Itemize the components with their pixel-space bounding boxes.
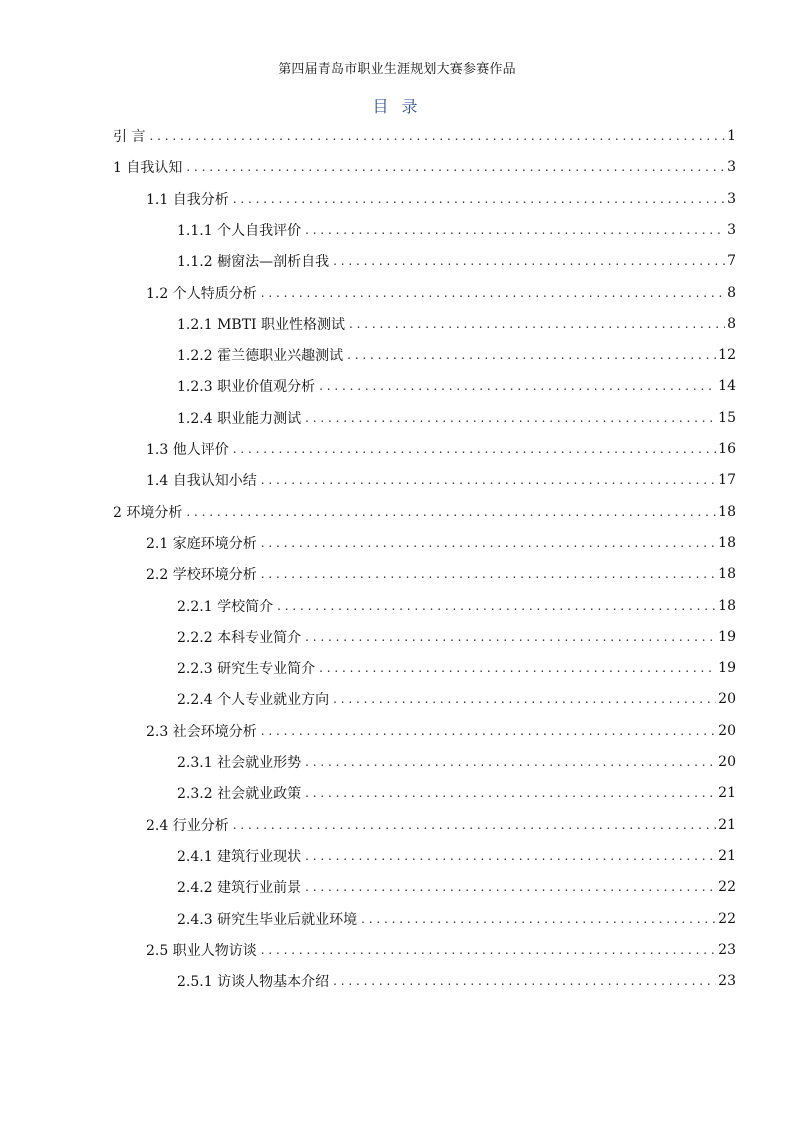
toc-entry-label: 2.2 学校环境分析 [146, 567, 257, 584]
toc-entry-page-number: 21 [718, 847, 736, 864]
page-header: 第四届青岛市职业生涯规划大赛参赛作品 [278, 62, 516, 77]
toc-entry[interactable] [146, 813, 736, 837]
toc-entry-label: 1.2 个人特质分析 [146, 285, 257, 302]
toc-entry-page-number: 3 [727, 190, 736, 207]
toc-entry[interactable] [177, 907, 736, 931]
toc-entry-page-number: 14 [718, 378, 736, 395]
toc-dot-leader [305, 781, 716, 805]
toc-dot-leader [305, 875, 716, 899]
toc-dot-leader [261, 719, 716, 743]
toc-title: 目 录 [372, 97, 422, 116]
toc-dot-leader [349, 312, 725, 336]
toc-entry[interactable] [177, 625, 736, 649]
toc-entry-label: 2.4.2 建筑行业前景 [177, 880, 302, 897]
toc-entry[interactable] [177, 343, 736, 367]
toc-entry-page-number: 21 [718, 785, 736, 802]
toc-dot-leader [261, 468, 716, 492]
toc-entry[interactable] [146, 468, 736, 492]
toc-dot-leader [305, 406, 716, 430]
toc-entry-page-number: 18 [718, 566, 736, 583]
toc-entry-page-number: 21 [718, 816, 736, 833]
toc-entry-page-number: 3 [727, 159, 736, 176]
toc-entry-label: 1.2.2 霍兰德职业兴趣测试 [177, 348, 344, 365]
toc-entry[interactable] [177, 750, 736, 774]
toc-entry[interactable] [177, 875, 736, 899]
toc-dot-leader [186, 500, 716, 524]
toc-entry[interactable] [177, 218, 736, 242]
toc-entry[interactable] [146, 531, 736, 555]
toc-entry[interactable] [146, 281, 736, 305]
toc-entry-page-number: 16 [718, 441, 736, 457]
toc-dot-leader [186, 155, 725, 179]
toc-entry-page-number: 22 [718, 879, 736, 896]
toc-entry[interactable] [177, 844, 736, 868]
toc-entry[interactable] [146, 938, 736, 962]
toc-entry[interactable] [177, 249, 736, 273]
toc-entry-page-number: 12 [718, 347, 736, 364]
toc-entry-page-number: 20 [718, 691, 736, 708]
toc-entry[interactable] [177, 969, 736, 993]
toc-dot-leader [333, 969, 716, 993]
toc-entry-label: 1.1.2 橱窗法—剖析自我 [177, 254, 330, 271]
toc-entry-page-number: 17 [718, 472, 736, 489]
toc-dot-leader [233, 437, 716, 461]
toc-dot-leader [347, 343, 716, 367]
toc-entry-page-number: 20 [718, 754, 736, 770]
toc-dot-leader [305, 750, 716, 774]
toc-entry-page-number: 1 [727, 128, 736, 144]
toc-entry[interactable] [177, 594, 736, 618]
toc-entry-page-number: 19 [718, 628, 736, 645]
toc-entry-label: 1 自我认知 [113, 160, 183, 177]
toc-dot-leader [261, 281, 725, 305]
toc-entry-page-number: 8 [727, 315, 736, 332]
toc-dot-leader [333, 249, 725, 273]
toc-entry-label: 1.2.4 职业能力测试 [177, 410, 302, 427]
toc-dot-leader [149, 124, 725, 148]
toc-entry[interactable] [113, 155, 736, 179]
toc-entry-label: 2.4.3 研究生毕业后就业环境 [177, 911, 358, 928]
toc-dot-leader [361, 907, 716, 931]
toc-entry-label: 2.1 家庭环境分析 [146, 535, 257, 552]
toc-dot-leader [233, 813, 716, 837]
toc-entry-label: 1.4 自我认知小结 [146, 473, 257, 490]
toc-entry[interactable] [177, 656, 736, 680]
toc-entry-label: 2.3 社会环境分析 [146, 723, 257, 740]
toc-entry-label: 2.2.1 学校简介 [177, 598, 274, 615]
toc-entry-page-number: 18 [718, 534, 736, 551]
toc-entry-label: 2.4 行业分析 [146, 817, 229, 834]
toc-entry[interactable] [146, 719, 736, 743]
toc-entry-page-number: 15 [718, 409, 736, 426]
toc-entry-label: 2.5.1 访谈人物基本介绍 [177, 974, 330, 991]
toc-entry-label: 1.2.1 MBTI 职业性格测试 [177, 316, 346, 333]
toc-dot-leader [319, 656, 716, 680]
toc-dot-leader [319, 374, 716, 398]
toc-entry-page-number: 7 [727, 253, 736, 270]
toc-entry-page-number: 18 [718, 597, 736, 614]
toc-dot-leader [277, 594, 716, 618]
toc-entry[interactable] [177, 312, 736, 336]
toc-entry-label: 2.2.4 个人专业就业方向 [177, 692, 330, 709]
toc-dot-leader [261, 562, 716, 586]
toc-entry-label: 2.2.3 研究生专业简介 [177, 661, 316, 678]
toc-dot-leader [333, 687, 716, 711]
toc-entry-label: 2.3.2 社会就业政策 [177, 786, 302, 803]
toc-entry[interactable] [113, 124, 736, 148]
toc-entry[interactable] [177, 781, 736, 805]
toc-entry-label: 1.1 自我分析 [146, 191, 229, 208]
toc-entry[interactable] [146, 187, 736, 211]
toc-entry-page-number: 20 [718, 722, 736, 739]
toc-dot-leader [261, 531, 716, 555]
toc-entry-label: 引 言 [113, 129, 146, 145]
toc-entry-label: 2.2.2 本科专业简介 [177, 629, 302, 646]
toc-entry-page-number: 23 [718, 973, 736, 990]
toc-dot-leader [233, 187, 725, 211]
toc-dot-leader [305, 625, 716, 649]
toc-entry-page-number: 22 [718, 910, 736, 927]
toc-entry[interactable] [146, 437, 736, 461]
toc-entry[interactable] [177, 687, 736, 711]
toc-entry-label: 1.1.1 个人自我评价 [177, 222, 302, 239]
toc-entry-page-number: 19 [718, 660, 736, 677]
toc-entry-page-number: 8 [727, 284, 736, 301]
toc-entry-page-number: 18 [718, 503, 736, 520]
toc-entry-label: 2.5 职业人物访谈 [146, 942, 257, 959]
toc-entry[interactable] [113, 500, 736, 524]
toc-dot-leader [305, 218, 725, 242]
toc-entry[interactable] [177, 374, 736, 398]
toc-dot-leader [305, 844, 716, 868]
toc-entry[interactable] [177, 406, 736, 430]
toc-dot-leader [261, 938, 716, 962]
toc-entry[interactable] [146, 562, 736, 586]
toc-entry-label: 2.3.1 社会就业形势 [177, 755, 302, 771]
toc-entry-page-number: 23 [718, 941, 736, 958]
toc-entry-label: 2 环境分析 [113, 504, 183, 521]
toc-entry-label: 2.4.1 建筑行业现状 [177, 848, 302, 865]
toc-entry-label: 1.2.3 职业价值观分析 [177, 379, 316, 396]
toc-entry-label: 1.3 他人评价 [146, 442, 229, 458]
toc-entry-page-number: 3 [727, 221, 736, 238]
